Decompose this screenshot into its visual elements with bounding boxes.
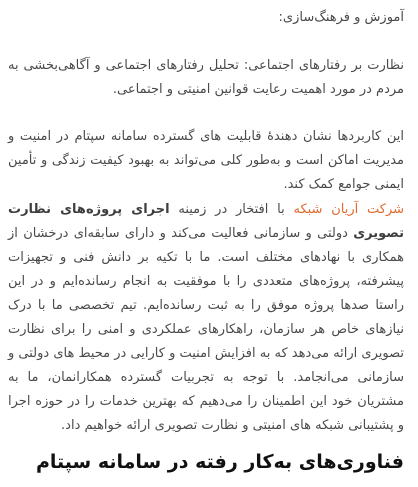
intro-text: آموزش و فرهنگ‌سازی: (278, 10, 404, 25)
social-behavior-paragraph: نظارت بر رفتارهای اجتماعی: تحلیل رفتارهای اجتماعی و آگاهی‌بخشی به مردم در مورد اهمیت رعایت قوانین امنیتی و اجتماعی. (8, 58, 404, 97)
company-text-part-1: با افتخار در زمینه (169, 202, 294, 217)
highlighted-phrase: اجرای پروژه‌های نظارت تصویری (8, 202, 404, 241)
company-description-paragraph (8, 198, 404, 438)
section-heading: فناوری‌های به‌کار رفته در سامانه سپتام (35, 451, 404, 473)
company-link[interactable]: شرکت آریان شبکه (293, 202, 405, 217)
company-text-part-2: دولتی و سازمانی فعالیت می‌کند و دارای سابقه‌ای درخشان از همکاری با نهادهای مختلف است. ما با تکیه بر دانش فنی و تجهیزات پیشرفته، پروژه‌های متعددی را با موفقیت به انجام رسانده‌ایم و در این راستا صدها پروژه موفق را به ثبت رسانده‌ایم. تیم تخصصی ما با درک نیازهای خاص هر سازمان، راهکارهای عملکردی و امنی را برای نظارت تصویری ارائه می‌دهد که به افزایش امنیت و کارایی در محیط های دولتی و سازمانی می‌انجامد. با توجه به تجربیات گسترده همکارانمان، ما به مشتریان خود این اطمینان را می‌دهیم که بهترین خدمات را در حوزه اجرا و پشتیبانی شبکه های امنیتی و نظارت تصویری ارائه خواهیم داد. (8, 226, 404, 433)
applications-summary-paragraph: این کاربردها نشان دهندهٔ قابلیت های گسترده سامانه سپتام در امنیت و مدیریت اماکن است و به‌طور کلی می‌تواند به بهبود کیفیت زندگی و تأمین ایمنی جوامع کمک کند. (8, 129, 404, 192)
